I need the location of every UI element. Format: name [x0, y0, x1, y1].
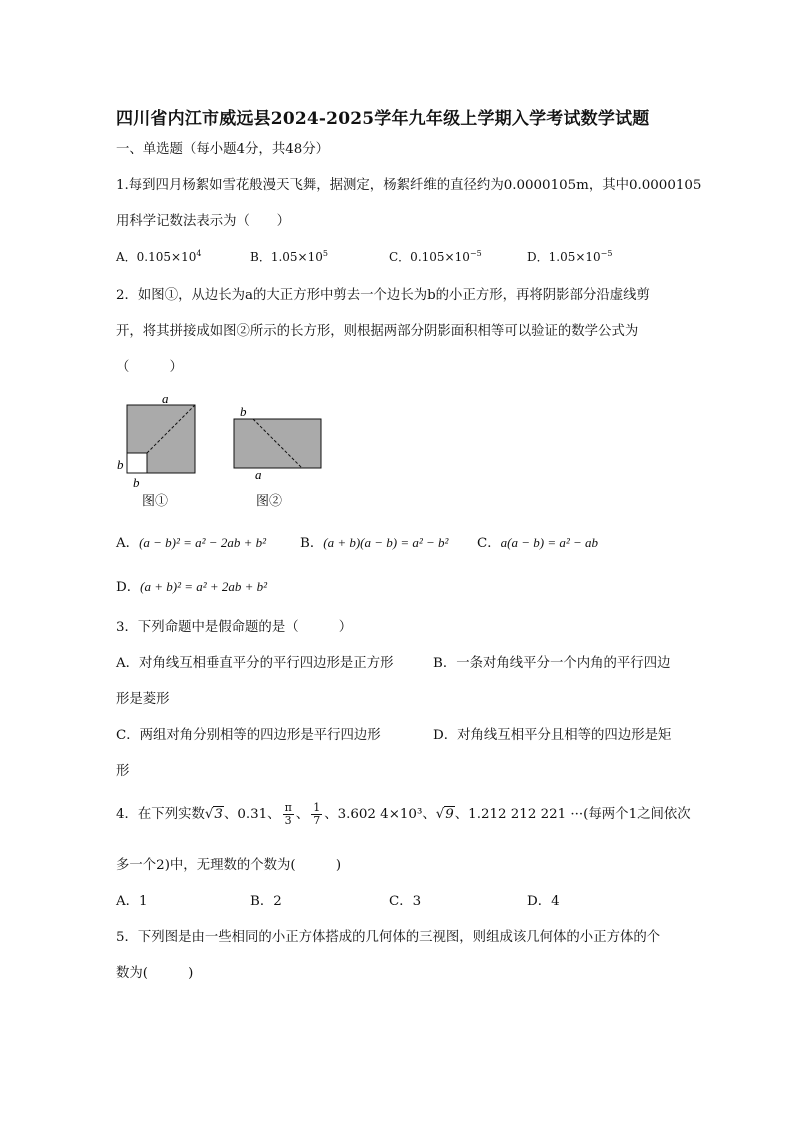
sqrt-9: √9 — [435, 807, 454, 822]
figure-1-square-diagram — [112, 392, 212, 492]
question-2-option-b: B．(a + b)(a − b) = a² − b² — [300, 535, 449, 551]
svg-text:a: a — [162, 392, 169, 406]
figure-2-caption: 图② — [256, 494, 283, 509]
question-4-option-b: B．2 — [250, 894, 282, 909]
question-1-option-c: C．$0.105\times 10^{-5}$ — [389, 249, 482, 264]
question-2-option-c: C．a(a − b) = a² − ab — [477, 535, 599, 551]
figure-1-caption: 图① — [142, 494, 169, 509]
question-3-option-d-cont: 形 — [116, 764, 130, 779]
question-2-option-a: A．(a − b)² = a² − 2ab + b² — [116, 535, 267, 551]
question-2-line-3: （ ） — [116, 360, 183, 375]
question-3-stem: 3．下列命题中是假命题的是（ ） — [116, 620, 353, 635]
question-2-option-d: D．(a + b)² = a² + 2ab + b² — [116, 579, 268, 595]
question-3-option-b: B．一条对角线平分一个内角的平行四边 — [433, 656, 671, 671]
question-5-line-1: 5．下列图是由一些相同的小正方体搭成的几何体的三视图，则组成该几何体的小正方体的个 — [116, 930, 661, 945]
question-5-line-2: 数为( ) — [116, 966, 194, 981]
svg-text:b: b — [117, 457, 124, 472]
question-4-option-d: D．4 — [527, 894, 560, 909]
svg-text:b: b — [240, 404, 247, 419]
fraction-pi-over-3: $\frac{\pi}{3}$ — [284, 801, 292, 827]
page-title: 四川省内江市威远县2024-2025学年九年级上学期入学考试数学试题 — [116, 109, 650, 129]
question-3-option-c: C．两组对角分别相等的四边形是平行四边形 — [116, 728, 381, 743]
fraction-1-over-7: $\frac{1}{7}$ — [313, 801, 321, 827]
question-1-option-b: B．$1.05\times 10^5$ — [250, 249, 328, 264]
question-3-option-b-cont: 形是菱形 — [116, 692, 170, 707]
question-1-option-d: D．$1.05\times 10^{-5}$ — [527, 249, 613, 264]
svg-text:b: b — [133, 475, 140, 490]
figure-2-rectangle-diagram — [228, 402, 328, 482]
question-1-option-a: A．$0.105\times 10^4$ — [116, 249, 202, 264]
question-2-line-1: 2．如图①，从边长为a的大正方形中剪去一个边长为b的小正方形，再将阴影部分沿虚线剪 — [116, 288, 650, 303]
question-4-line-1: 4．在下列实数√3、0.31、 $\frac{\pi}{3}$ 、 $\frac{1}{7}$ 、3.602 4×10³、√9、1.212 212 221 ···(每两个1之间依次 — [116, 801, 691, 827]
question-4-option-a: A．1 — [116, 894, 148, 909]
question-3-option-a: A．对角线互相垂直平分的平行四边形是正方形 — [116, 656, 394, 671]
sqrt-3: √3 — [204, 807, 223, 822]
section-heading: 一、单选题（每小题4分，共48分） — [116, 142, 330, 157]
question-1-line-2: 用科学记数法表示为（ ） — [116, 214, 291, 229]
question-2-line-2: 开，将其拼接成如图②所示的长方形，则根据两部分阴影面积相等可以验证的数学公式为 — [116, 324, 639, 339]
question-3-option-d: D．对角线互相平分且相等的四边形是矩 — [433, 728, 672, 743]
question-4-line-2: 多一个2)中，无理数的个数为( ) — [116, 858, 342, 873]
svg-text:a: a — [255, 467, 262, 482]
question-4-option-c: C．3 — [389, 894, 422, 909]
question-1-line-1: 1.每到四月杨絮如雪花般漫天飞舞，据测定，杨絮纤维的直径约为0.0000105m，其中0.0000105 — [116, 178, 702, 193]
